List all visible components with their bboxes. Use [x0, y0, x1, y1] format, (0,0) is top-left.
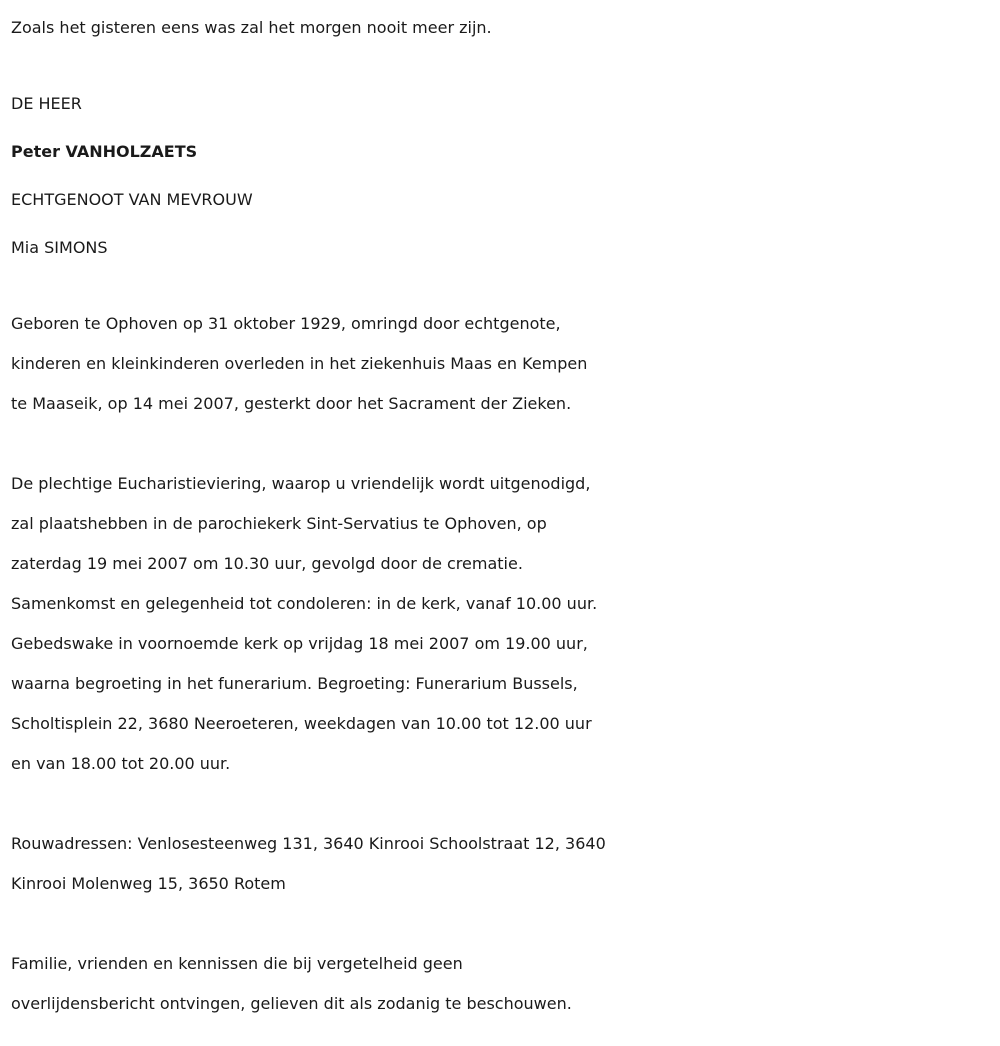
spacer: [11, 424, 1000, 464]
spacer: [11, 784, 1000, 824]
spacer: [11, 272, 1000, 304]
paragraph-line: Rouwadressen: Venlosesteenweg 131, 3640 Kinrooi Schoolstraat 12, 3640: [11, 834, 606, 853]
motto: Zoals het gisteren eens was zal het morgen nooit meer zijn.: [11, 18, 492, 37]
addresses-paragraph: [11, 824, 1000, 904]
title-line: DE HEER: [11, 94, 82, 113]
closing-paragraph: [11, 944, 1000, 1024]
paragraph-line: Scholtisplein 22, 3680 Neeroeteren, weekdagen van 10.00 tot 12.00 uur: [11, 714, 592, 733]
paragraph-line: overlijdensbericht ontvingen, gelieven dit als zodanig te beschouwen.: [11, 994, 572, 1013]
deceased-name: Peter VANHOLZAETS: [11, 142, 198, 161]
header-block: [11, 80, 1000, 272]
paragraph-line: zaterdag 19 mei 2007 om 10.30 uur, gevolgd door de crematie.: [11, 554, 523, 573]
paragraph-line: Gebedswake in voornoemde kerk op vrijdag 18 mei 2007 om 19.00 uur,: [11, 634, 588, 653]
paragraph-line: kinderen en kleinkinderen overleden in het ziekenhuis Maas en Kempen: [11, 354, 588, 373]
relation-line: ECHTGENOOT VAN MEVROUW: [11, 190, 253, 209]
paragraph-line: Familie, vrienden en kennissen die bij vergetelheid geen: [11, 954, 463, 973]
spacer: [11, 48, 1000, 80]
paragraph-line: Geboren te Ophoven op 31 oktober 1929, omringd door echtgenote,: [11, 314, 561, 333]
spouse-name: Mia SIMONS: [11, 238, 108, 257]
birth-death-paragraph: [11, 304, 1000, 424]
paragraph-line: waarna begroeting in het funerarium. Begroeting: Funerarium Bussels,: [11, 674, 578, 693]
paragraph-line: Samenkomst en gelegenheid tot condoleren: in de kerk, vanaf 10.00 uur.: [11, 594, 598, 613]
spacer: [11, 904, 1000, 944]
paragraph-line: te Maaseik, op 14 mei 2007, gesterkt door het Sacrament der Zieken.: [11, 394, 572, 413]
paragraph-line: zal plaatshebben in de parochiekerk Sint-Servatius te Ophoven, op: [11, 514, 547, 533]
ceremony-paragraph: [11, 464, 1000, 784]
paragraph-line: Kinrooi Molenweg 15, 3650 Rotem: [11, 874, 286, 893]
paragraph-line: De plechtige Eucharistieviering, waarop u vriendelijk wordt uitgenodigd,: [11, 474, 591, 493]
paragraph-line: en van 18.00 tot 20.00 uur.: [11, 754, 231, 773]
